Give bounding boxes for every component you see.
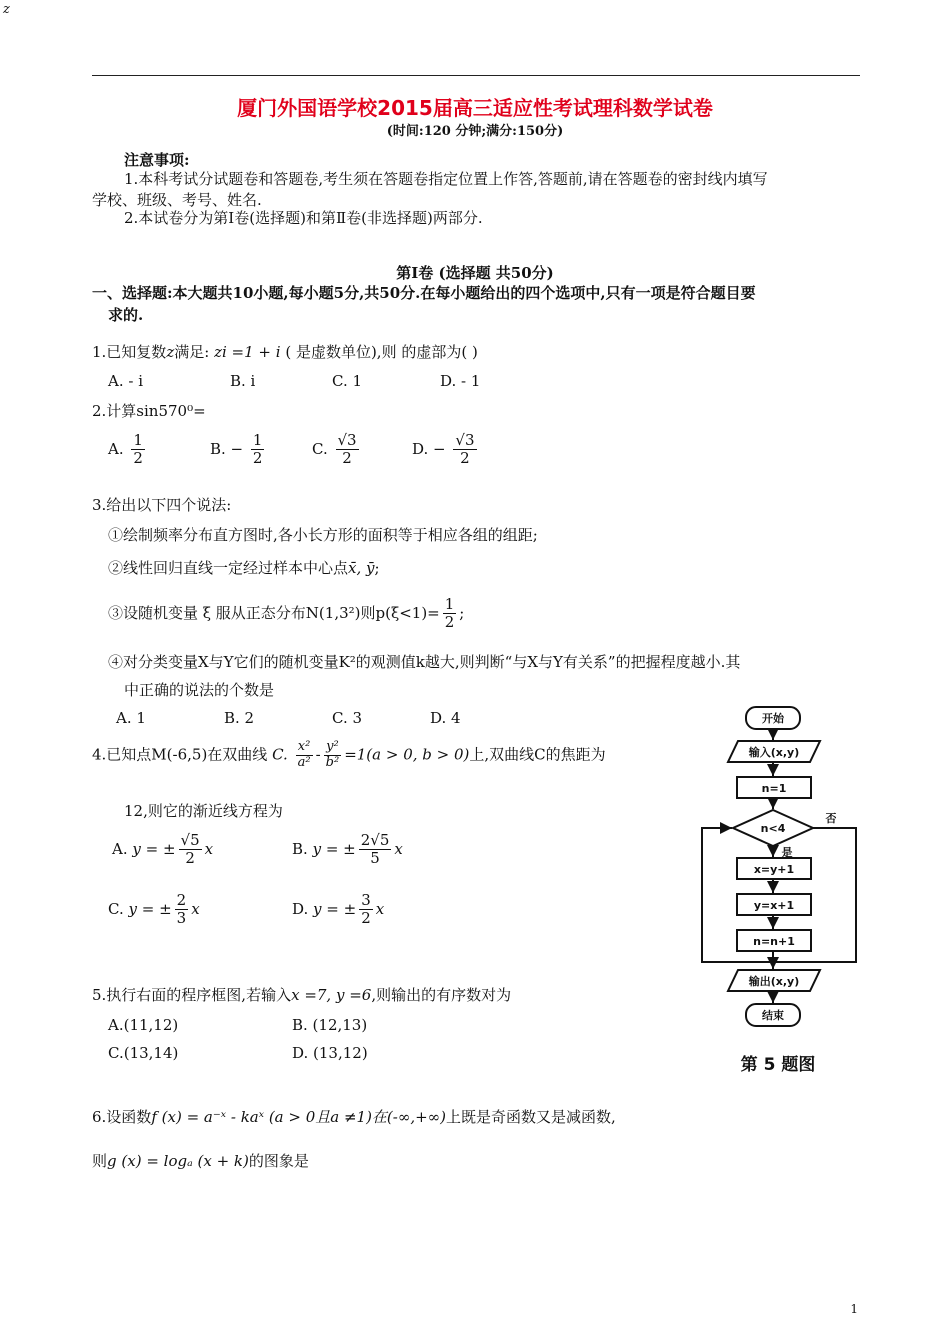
notes-line1: 1.本科考试分试题卷和答题卷,考生须在答题卷指定位置上作答,答题前,请在答题卷的密封线内填写 [124,170,768,188]
q2-a-label: A. [108,439,124,458]
q4-d-den: 2 [361,909,371,928]
q3-s3-num: 1 [444,595,455,613]
q4-text-b: 上,双曲线C的焦距为 [469,745,606,764]
q2-d-den: 2 [460,449,470,468]
flow-init-label: n=1 [761,782,787,795]
q2-b-fraction [251,432,265,468]
q6-line2-a: 则 [92,1152,108,1170]
q3-s2-end: ; [374,559,380,577]
q4-a-label: A. [112,839,128,858]
q4-a-den: 2 [185,849,195,868]
q4-option-c [108,892,200,928]
q4-y2: y² [324,740,342,756]
q5-text-b: ,则输出的有序数对为 [371,986,512,1004]
q5-text-a: 5.执行右面的程序框图,若输入 [92,986,292,1004]
q5-option-c: C.(13,14) [108,1044,179,1062]
q5-option-a: A.(11,12) [108,1016,179,1034]
flow-step1-label: x=y+1 [753,863,795,876]
q4-x-fraction [296,740,313,771]
q3-statement-2 [108,557,380,578]
q2-b-num: 1 [252,431,263,449]
q5-option-b: B. (12,13) [292,1016,368,1034]
q4-d-pre: y = ± [313,899,357,918]
q4-c-den: 3 [176,909,187,928]
q2-a-num: 1 [133,431,143,449]
question-5 [92,984,511,1005]
q4-a-pre: y = ± [132,839,176,858]
q4-y-fraction [324,740,342,771]
flowchart-caption: 第 5 题图 [740,1055,816,1075]
q4-b-den: 5 [370,849,380,868]
q3-s3-den: 2 [444,613,455,632]
q3-option-b: B. 2 [224,709,255,727]
q4-x2: x² [296,740,313,756]
flow-input-label: 输入(x,y) [748,746,800,759]
question-1 [92,341,478,362]
q1-z: z [166,343,175,361]
question-3: 3.给出以下四个说法: [92,496,232,514]
q4-condition: =1(a > 0, b > 0) [344,745,470,764]
q5-equation: x =7, y =6 [291,986,372,1004]
q4-text-a: 4.已知点M(-6,5)在双曲线 [92,745,268,764]
flow-step3-label: n=n+1 [753,935,795,948]
q1-text-a: 1.已知复数 [92,343,167,361]
q2-a-den: 2 [133,449,143,468]
q6-function-g: g (x) = logₐ (x + k) [107,1152,249,1170]
q2-option-c [312,432,362,468]
q4-a-fraction [179,832,202,868]
part1-heading: 第Ⅰ卷 (选择题 共50分) [396,264,554,282]
q3-s2-text: ②线性回归直线一定经过样本中心点 [108,559,349,577]
q6-text-b: 上既是奇函数又是减函数, [446,1108,616,1126]
flow-no-label: 否 [825,812,837,825]
flow-condition-label: n<4 [760,822,786,835]
q2-c-den: 2 [342,449,352,468]
q4-text-cont: 12,则它的渐近线方程为 [124,802,283,820]
q4-option-a [112,832,213,868]
q2-option-d [412,432,480,468]
q1-option-c: C. 1 [332,372,363,390]
q1-option-d: D. - 1 [440,372,481,390]
page-number: 1 [850,1302,858,1316]
q2-c-fraction [336,432,359,468]
q4-c-num: 2 [176,891,187,909]
exam-subtitle: (时间:120 分钟;满分:150分) [386,124,564,139]
q2-d-label: D. − [412,439,446,458]
q4-d-fraction [359,892,373,928]
notes-heading: 注意事项: [124,151,190,169]
part1-instruction-cont: 求的. [108,306,144,324]
q3-option-d: D. 4 [430,709,461,727]
q4-b-pre: y = ± [312,839,356,858]
flow-end-label: 结束 [762,1009,784,1022]
q6-text-a: 6.设函数 [92,1108,152,1126]
notes-line1-cont: 学校、班级、考号、姓名. [92,191,262,209]
q3-statement-3 [108,596,464,632]
part1-instruction: 一、选择题:本大题共10小题,每小题5分,共50分.在每小题给出的四个选项中,只有一项是符合题目要 [92,284,756,302]
question-4 [92,740,606,771]
q4-a2: a² [297,754,311,770]
q4-d-label: D. [292,899,309,918]
q4-d-num: 3 [361,891,371,909]
question-6 [92,1106,616,1127]
notes-line2: 2.本试卷分为第Ⅰ卷(选择题)和第Ⅱ卷(非选择题)两部分. [124,209,483,227]
q4-b-post: x [394,839,403,858]
exam-title: 厦门外国语学校2015届高三适应性考试理科数学试卷 [237,96,713,120]
q2-c-num: √3 [337,431,357,449]
q5-option-d: D. (13,12) [292,1044,368,1062]
q3-option-a: A. 1 [116,709,146,727]
q2-d-fraction [453,432,476,468]
q3-option-c: C. 3 [332,709,363,727]
q2-b-den: 2 [252,449,263,468]
q4-b2: b² [325,754,340,770]
flowchart-diagram [690,700,870,1085]
corner-mark: z [3,2,10,17]
q1-option-a: A. - i [108,372,144,390]
q6-function-f: f (x) = a⁻ˣ - kaˣ (a > 0且a ≠1)在(-∞,+∞) [151,1108,447,1126]
q4-d-post: x [375,899,385,918]
q2-a-fraction [131,432,145,468]
q3-s3-fraction [443,596,457,632]
q6-line2-b: 的图象是 [248,1152,309,1170]
q3-statement-4-cont: 中正确的说法的个数是 [124,681,275,699]
q1-option-b: B. i [230,372,256,390]
q4-b-fraction [359,832,392,868]
q4-b-num: 2√5 [360,831,390,849]
q4-a-post: x [204,839,214,858]
q4-b-label: B. [292,839,308,858]
q4-c-label: C. [108,899,124,918]
flow-output-label: 输出(x,y) [748,975,800,988]
flow-yes-label: 是 [781,846,793,859]
q4-option-b [292,832,403,868]
q1-text-b: 满足: [174,343,210,361]
q4-c-fraction [175,892,189,928]
q4-a-num: √5 [180,831,200,849]
q1-text-c: ( 是虚数单位),则 的虚部为( ) [285,343,478,361]
question-2: 2.计算sin570⁰= [92,402,206,420]
q2-b-label: B. − [210,439,244,458]
question-6-line2 [92,1150,309,1171]
q3-s2-point: x̄, ȳ [348,559,375,577]
q3-statement-1: ①绘制频率分布直方图时,各小长方形的面积等于相应各组的组距; [108,526,538,544]
q1-equation: zi =1 + i [214,343,281,361]
q3-s3-end: ; [459,603,465,622]
q2-option-b [210,432,267,468]
q4-option-d [292,892,384,928]
flow-start-label: 开始 [762,712,784,725]
q3-s3-text: ③设随机变量 ξ 服从正态分布N(1,3²)则p(ξ<1)= [108,603,440,622]
q4-c-pre: y = ± [128,899,172,918]
q4-minus: - [315,745,321,764]
q4-c-post: x [191,899,200,918]
q2-c-label: C. [312,439,328,458]
q4-curve-label: C. [272,745,288,764]
q3-statement-4: ④对分类变量X与Y它们的随机变量K²的观测值k越大,则判断“与X与Y有关系”的把握程度越小.其 [108,653,741,671]
q2-d-num: √3 [455,431,475,449]
flow-step2-label: y=x+1 [753,899,795,912]
q2-option-a [108,432,148,468]
header-rule [92,75,860,76]
